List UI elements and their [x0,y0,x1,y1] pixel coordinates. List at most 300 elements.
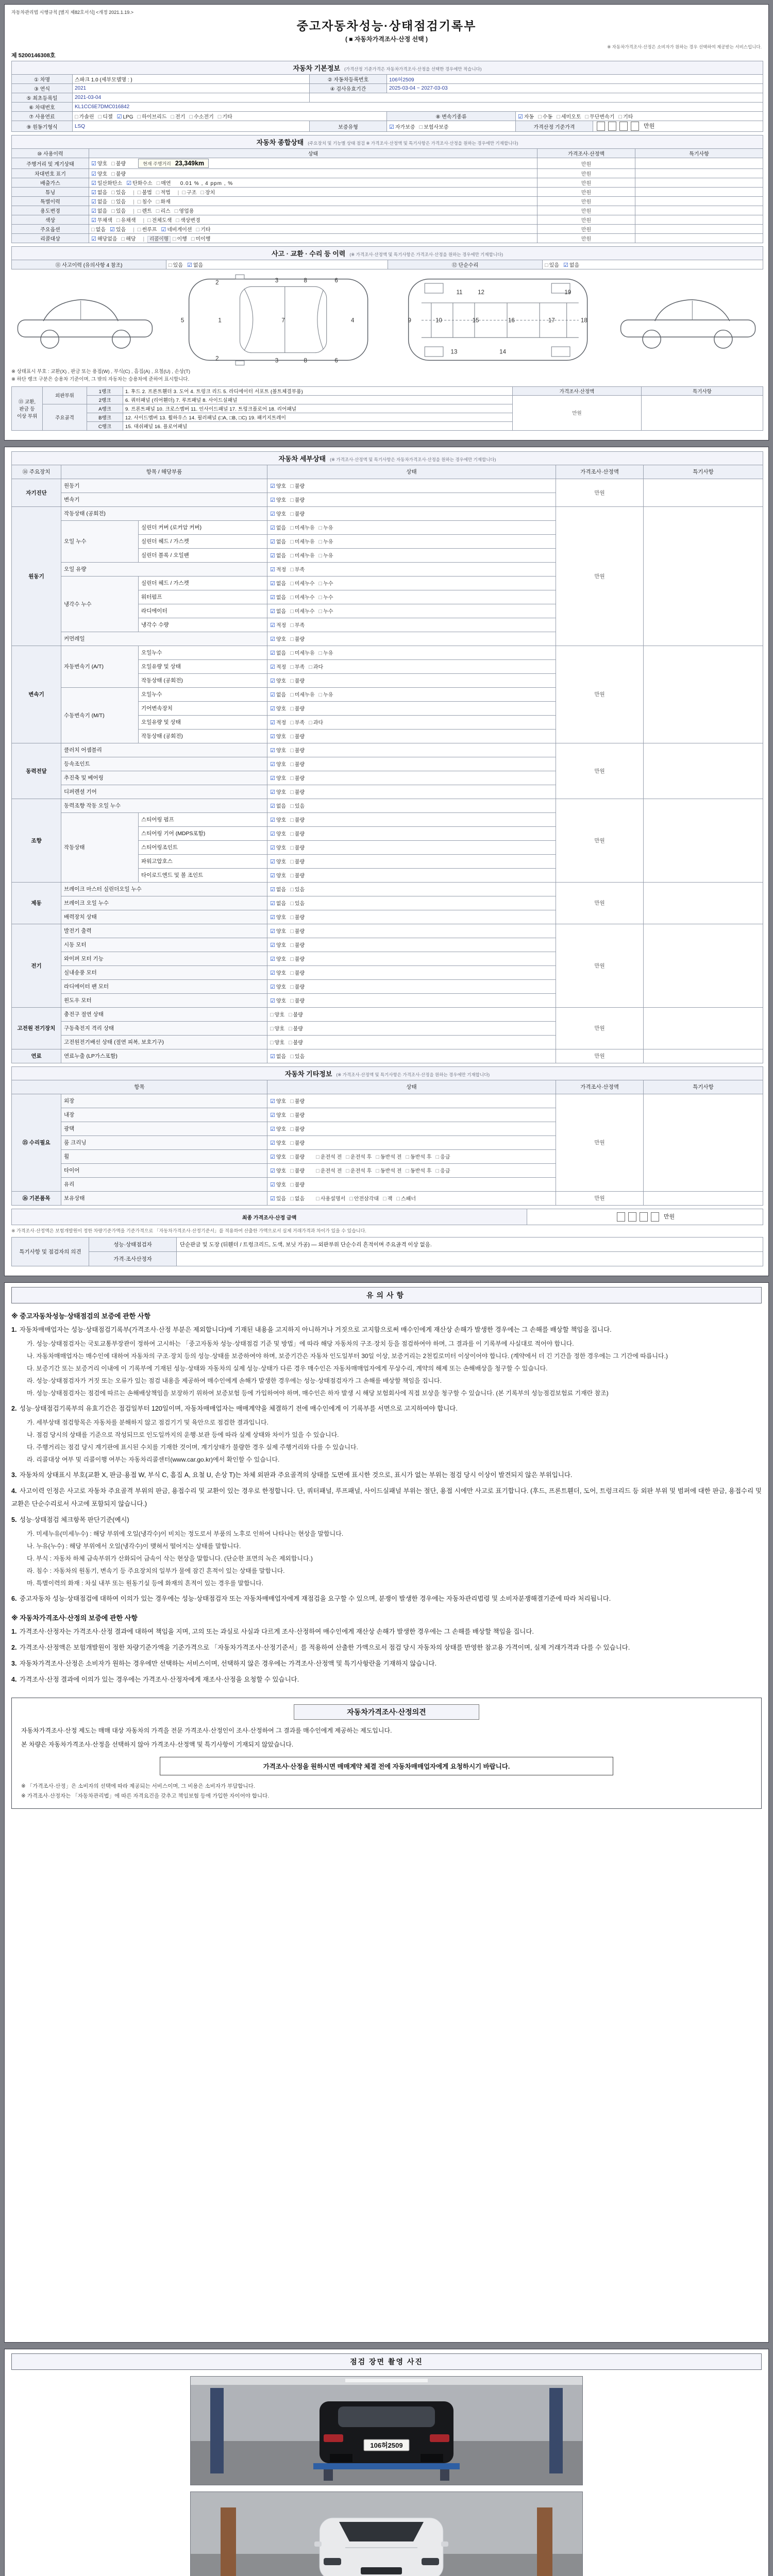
checkbox-있음: □ 있음 [290,901,305,907]
checkbox-미세누수: □ 미세누수 [290,595,315,601]
checkbox-양호: ☑ 양호 [270,1140,287,1147]
etc-col-item: 항목 [12,1080,267,1094]
transmission-label: ⑧ 변속기종류 [387,112,516,121]
subtitle-note: ※ 자동차가격조사·산정은 소비자가 원하는 경우 선택하여 제공받는 서비스입니다. [607,44,762,49]
diagram-part-number: 13 [450,349,458,356]
checkbox-사용설명서: □ 사용설명서 [316,1196,346,1202]
checkbox-불량: □ 불량 [288,1026,303,1032]
checkbox-있음: □ 있음 [111,208,126,215]
checkbox-미세누유: □ 미세누유 [290,650,315,657]
checkbox-양호: □ 양호 [270,1026,284,1032]
overall-row: 주행거리 및 계기상태 ☑ 양호 □ 불량 현재 주행거리 23,349km 만원 [12,158,763,169]
engine-type-label: ⑨ 원동기형식 [12,121,73,132]
detail-row: 작동상태 (공회전) ☑ 양호 □ 불량 [12,729,763,743]
detail-row: 추진축 및 베어링 ☑ 양호 □ 불량 [12,771,763,785]
checkbox-누유: □ 누유 [318,553,333,560]
checkbox-없음: ☑ 없음 [270,553,287,560]
checkbox-부족: □ 부족 [290,622,305,629]
checkbox-양호: ☑ 양호 [270,636,287,643]
warranty-label: 보증유형 [310,121,387,132]
checkbox-기타: □ 기타 [618,114,633,120]
detail-row: ⑮ 수리필요 외장 ☑ 양호 □ 불량 만원 [12,1094,763,1108]
checkbox-없음: ☑ 없음 [270,525,287,532]
checkbox-없음: □ 없음 [290,1196,305,1202]
basic-info-table [11,61,763,132]
checkbox-불법: □ 불법 [137,190,152,196]
checkbox-있음: ☑ 있음 [270,1196,287,1202]
warranty-options [387,121,516,132]
page-basic-info [4,4,769,440]
etc-col-price: 가격조사·산정액 [556,1080,644,1094]
rank-row: B랭크 12. 사이드멤버 13. 휠하우스 14. 필러패널 (□A, □B, □C) 19. 패키지트레이 [12,413,763,421]
checkbox-색상변경: □ 색상변경 [176,217,200,224]
diagram-part-number: 10 [435,318,442,325]
notice-item: 4. 사고이력 인정은 사고로 자동차 주요골격 부위의 판금, 용접수리 및 교환이 있는 경우로 한정합니다. 단, 쿼터패널, 루프패널, 사이드실패널 부위는 절단, 용접 시에만 사고로 표기합니다. (후드, 프론트휀더, 도어, 트렁크리드 등 외판 부위 및 범퍼에 대한 판금, 용접수리 및 교환은 단순수리로서 사고에 포함되지 않습니다.) [11,1487,762,1508]
overall-status-table [11,135,763,243]
checkbox-세미오토: □ 세미오토 [557,114,581,120]
checkbox-동반석 전: □ 동반석 전 [376,1154,402,1161]
notice-heading: ※ 중고자동차성능·상태점검의 보증에 관한 사항 [11,1312,151,1320]
checkbox-불량: □ 불량 [290,1098,305,1105]
checkbox-양호: ☑ 양호 [270,1154,287,1161]
checkbox-누유: □ 누유 [318,525,333,532]
price-digit-box [617,1212,625,1222]
accident-history-label: ⑪ 사고이력 (유의사항 4 참조) [12,260,166,269]
final-price-label: 최종 가격조사·산정 금액 [12,1209,527,1225]
inspector-opinion-table [11,1237,763,1266]
photos-title: 점검 장면 촬영 사진 [11,2353,762,2370]
checkbox-양호: ☑ 양호 [270,914,287,921]
checkbox-있음: ☑ 있음 [109,227,126,233]
checkbox-불량: □ 불량 [290,914,305,921]
checkbox-불량: □ 불량 [290,873,305,879]
checkbox-없음: ☑ 없음 [270,581,287,587]
checkbox-양호: ☑ 양호 [270,831,287,838]
detail-row: 실린더 블록 / 오일팬 ☑ 없음 □ 미세누유 □ 누유 [12,548,763,562]
checkbox-불량: □ 불량 [288,1012,303,1019]
etc-info-table [11,1066,763,1206]
checkbox-양호: ☑ 양호 [270,789,287,796]
checkbox-양호: ☑ 양호 [270,998,287,1005]
detail-row: 전기 발전기 출력 ☑ 양호 □ 불량 만원 [12,924,763,938]
checkbox-운전석 후: □ 운전석 후 [346,1154,372,1161]
checkbox-없음: ☑ 없음 [91,208,108,215]
notice-item: 5. 성능·상태점검 체크항목 판단기준(예시) [11,1516,129,1524]
diagram-part-number: 3 [275,358,279,364]
detail-row: 배력장치 상태 ☑ 양호 □ 불량 [12,910,763,924]
overall-row: 차대번호 표기 ☑ 양호 □ 불량 만원 [12,169,763,178]
valuation-footnotes [21,1782,752,1801]
checkbox-응급: □ 응급 [435,1154,450,1161]
opinion-row [12,1252,763,1266]
rank-section-label: ⑬ 교환, 판금 등 이상 부위 [12,386,43,430]
license-plate-text: 106허2509 [370,2442,403,2450]
checkbox-수동: □ 수동 [538,114,553,120]
car-top-view-diagram [174,273,380,367]
checkbox-미이행: □ 미이행 [191,236,211,243]
opinion-text: 단순판금 및 도장 (뒤휀더 / 트렁크리드, 도색, 보닛 가공) — 외판부위 단순수리 흔적이며 주요골격 이상 없음. [177,1238,763,1252]
overall-row: 색상 ☑ 무채색 □ 유채색 | □ 전체도색 □ 색상변경 만원 [12,215,763,225]
rank-table [11,386,763,431]
detail-status-table [11,451,763,1063]
diagram-part-number: 18 [580,318,587,325]
car-bottom-view-diagram [393,273,599,367]
checkbox-불량: □ 불량 [290,1154,305,1161]
detail-col-remark: 특기사항 [644,465,763,479]
price-digit-box [597,122,605,131]
detail-col-item: 항목 / 해당부품 [61,465,267,479]
checkbox-불량: □ 불량 [290,511,305,518]
detail-row: 스티어링조인트 ☑ 양호 □ 불량 [12,840,763,854]
detail-row: 원동기 작동상태 (공회전) ☑ 양호 □ 불량 만원 [12,506,763,520]
final-price-table [11,1209,763,1225]
checkbox-자동: ☑ 자동 [518,114,534,120]
detail-row: 기어변속장치 ☑ 양호 □ 불량 [12,701,763,715]
checkbox-불량: □ 불량 [290,859,305,866]
current-mileage: 현재 주행거리 23,349km [138,159,209,168]
checkbox-부족: □ 부족 [290,664,305,671]
notice-subitem: 나. 자동차매매업자는 매수인에 대하여 자동차의 구조·장치 등의 성능·상태를 보증하여야 하며, 보증기간은 자동차 인도일부터 30일 이상, 보증거리는 2천킬로미터 이상이어야 합니다. (계약에서 더 긴 기간을 정한 경우에는 그 기간에 따릅니다.) [27,1352,668,1360]
notice-subitem: 라. 성능·상태점검자가 거짓 또는 오류가 있는 점검 내용을 제공하여 매수인에게 손해가 발생한 경우에는 성능·상태점검자가 그 손해를 배상할 책임을 집니다. [27,1377,442,1385]
checkbox-보험사보증: □ 보험사보증 [419,124,449,130]
checkbox-전체도색: □ 전체도색 [147,217,172,224]
checkbox-불량: □ 불량 [290,497,305,504]
checkbox-불량: □ 불량 [290,998,305,1005]
detail-row: 고전원 전기장치 충전구 절연 상태 □ 양호 □ 불량 만원 [12,1007,763,1021]
checkbox-없음: ☑ 없음 [187,262,204,269]
checkbox-양호: ☑ 양호 [270,859,287,866]
detail-row: ⑯ 기본품목 보유상태 ☑ 있음 □ 없음 □ 사용설명서 □ 안전삼각대 □ 잭 □ 스패너 만원 [12,1191,763,1205]
detail-row: 구동축전지 격리 상태 □ 양호 □ 불량 [12,1021,763,1035]
checkbox-미세누수: □ 미세누수 [290,581,315,587]
checkbox-불량: □ 불량 [290,928,305,935]
checkbox-기타: □ 기타 [196,227,211,233]
checkbox-양호: ☑ 양호 [270,1098,287,1105]
notice-subitem: 다. 주행거리는 점검 당시 계기판에 표시된 수치를 기재한 것이며, 계기상태가 불량한 경우 실제 주행거리와 다를 수 있습니다. [27,1444,358,1451]
checkbox-없음: ☑ 없음 [270,803,287,810]
basic-section-title: 자동차 기본정보 (가격산정 기준가격은 자동차가격조사·산정을 선택한 경우에만 적습니다) [12,61,763,75]
legend-line-1: ※ 상태표시 부호 : 교환(X) , 판금 또는 용접(W) , 부식(C) , 흠집(A) , 요철(U) , 손상(T) [11,369,191,375]
checkbox-양호: ☑ 양호 [270,1112,287,1119]
notice-subitem: 마. 성능·상태점검자는 점검에 따르는 손해배상책임을 보장하기 위하여 보증보험 등에 가입하여야 하며, 매수인은 하자 발생 시 해당 보험회사에 직접 보상을 청구할 수 있습니다. (본 기록부의 성능점검보험료 기재란 참조) [27,1389,609,1397]
checkbox-있음: □ 있음 [169,262,183,269]
notice-subitem: 마. 특별이력의 화재 : 차실 내부 또는 원동기실 등에 화재의 흔적이 있는 경우를 말합니다. [27,1580,264,1587]
checkbox-양호: ☑ 양호 [270,706,287,713]
checkbox-양호: ☑ 양호 [270,761,287,768]
checkbox-양호: ☑ 양호 [270,845,287,852]
diagram-part-number: 19 [564,290,571,296]
checkbox-불량: □ 불량 [290,1168,305,1175]
detail-row: 내장 ☑ 양호 □ 불량 [12,1108,763,1122]
rank-row: C랭크 15. 대쉬패널 16. 플로어패널 [12,421,763,430]
detail-row: 브레이크 오일 누수 ☑ 없음 □ 있음 [12,896,763,910]
valuation-paragraph: 자동차가격조사·산정 제도는 매매 대상 자동차의 가격을 전문 가격조사·산정인이 조사·산정하여 그 결과를 매수인에게 제공하는 제도입니다. [21,1727,392,1735]
notice-subitem: 라. 리콜대상 여부 및 리콜이행 여부는 자동차리콜센터(www.car.go.kr)에서 확인할 수 있습니다. [27,1456,280,1464]
detail-row: 제동 브레이크 마스터 실린더오일 누수 ☑ 없음 □ 있음 만원 [12,882,763,896]
checkbox-과다: □ 과다 [309,720,324,726]
detail-col-status: 상태 [267,465,556,479]
simple-repair-label: ⑫ 단순수리 [388,260,543,269]
valuation-paragraphs [21,1725,752,1751]
detail-row: 광택 ☑ 양호 □ 불량 [12,1122,763,1136]
notice-item: 6. 중고자동차 성능·상태점검에 대하여 이의가 있는 경우에는 성능·상태점검자 또는 자동차매매업자에게 재점검을 요구할 수 있으며, 분쟁이 발생한 경우에는 자동차관리법령 및 소비자분쟁해결기준에 따라 처리됩니다. [11,1595,611,1603]
checkbox-하이브리드: □ 하이브리드 [137,114,167,120]
checkbox-불량: □ 불량 [290,1140,305,1147]
detail-row: 룸 크리닝 ☑ 양호 □ 불량 [12,1136,763,1149]
checkbox-없음: ☑ 없음 [270,1054,287,1060]
detail-row: 유리 ☑ 양호 □ 불량 [12,1177,763,1191]
checkbox-운전석 전: □ 운전석 전 [316,1168,342,1175]
checkbox-불량: □ 불량 [290,636,305,643]
notice-subitem: 나. 누유(누수) : 해당 부위에서 오일(냉각수)이 맺혀서 떨어지는 상태를 말합니다. [27,1543,241,1550]
fuel-label: ⑦ 사용연료 [12,112,73,121]
overall-col-header: 특기사항 [635,149,763,158]
checkbox-있음: □ 있음 [111,199,126,206]
checkbox-불량: □ 불량 [290,956,305,963]
checkbox-없음: ☑ 없음 [270,901,287,907]
checkbox-적정: ☑ 적정 [270,720,287,726]
valuation-paragraph: 본 차량은 자동차가격조사·산정을 선택하지 않아 가격조사·산정액 및 특기사항이 기재되지 않았습니다. [21,1741,294,1749]
checkbox-누유: □ 누유 [318,692,333,699]
diagram-part-number: 6 [334,278,339,284]
checkbox-동반석 후: □ 동반석 후 [406,1154,432,1161]
checkbox-양호: ☑ 양호 [270,734,287,740]
diagram-part-number: 11 [456,290,463,296]
checkbox-동반석 후: □ 동반석 후 [406,1168,432,1175]
checkbox-잭: □ 잭 [383,1196,393,1202]
year-label: ③ 연식 [12,84,73,93]
engine-type-value: LSQ [73,121,310,132]
car-side-right-diagram [612,276,762,364]
legend-line-2: ※ 하단 랭크 구분은 승용차 기준이며, 그 밖의 자동차는 승용차에 준하여 표시합니다. [11,376,190,382]
overall-section-title: 자동차 종합상태 (주요장치 및 기능별 상태 점검 ※ 가격조사·산정액 및 특기사항은 가격조사·산정을 원하는 경우에만 기재합니다) [12,135,763,149]
overall-col-header: 상태 [89,149,537,158]
checkbox-불량: □ 불량 [290,761,305,768]
checkbox-누유: □ 누유 [318,650,333,657]
vin-label: ⑥ 차대번호 [12,103,73,112]
detail-row: 동력전달 클러치 어셈블리 ☑ 양호 □ 불량 만원 [12,743,763,757]
checkbox-스패너: □ 스패너 [396,1196,416,1202]
checkbox-부족: □ 부족 [290,720,305,726]
basic-empty-cell [310,93,763,103]
detail-row: 오일 누수 실린더 커버 (로커암 커버) ☑ 없음 □ 미세누유 □ 누유 [12,520,763,534]
checkbox-양호: ☑ 양호 [270,775,287,782]
checkbox-없음: ☑ 없음 [270,692,287,699]
page-photos-signature [4,2349,769,2576]
notice-item: 1. 가격조사·산정자는 가격조사·산정 결과에 대하여 책임을 지며, 고의 또는 과실로 사실과 다르게 조사·산정하여 매수인에게 재산상 손해가 발생한 경우에는 그 손해를 배상할 책임을 집니다. [11,1628,534,1636]
checkbox-없음: ☑ 없음 [270,539,287,546]
page-notices [4,1282,769,2343]
checkbox-없음: ☑ 없음 [270,887,287,893]
checkbox-부족: □ 부족 [290,567,305,573]
overall-header-row [12,149,763,158]
valuation-footnote: ※ 가격조사·산정자는 「자동차관리법」에 따른 자격요건을 갖추고 책임보험 등에 가입한 자이어야 합니다. [21,1792,270,1799]
checkbox-양호: ☑ 양호 [270,970,287,977]
notice-item: 3. 자동차가격조사·산정은 소비자가 원하는 경우에만 선택하는 서비스이며, 선택하지 않은 경우에는 가격조사·산정액 및 특기사항란을 기재하지 않습니다. [11,1660,436,1668]
rank-row: ⑬ 교환, 판금 등 이상 부위 외판부위 1랭크 1. 후드 2. 프론트휀더 3. 도어 4. 트렁크 리드 5. 라디에이터 서포트 (볼트체결부품) 가격조사·산정액 특기사항 [12,386,763,395]
checkbox-불량: □ 불량 [290,734,305,740]
checkbox-리스: □ 리스 [156,208,171,215]
checkbox-양호: ☑ 양호 [270,873,287,879]
checkbox-불량: □ 불량 [290,1112,305,1119]
checkbox-화재: □ 화재 [156,199,171,206]
checkbox-자가보증: ☑ 자가보증 [389,124,415,130]
detail-row: 오일유량 및 상태 ☑ 적정 □ 부족 □ 과다 [12,715,763,729]
checkbox-적정: ☑ 적정 [270,664,287,671]
detail-row: 실린더 헤드 / 가스켓 ☑ 없음 □ 미세누유 □ 누유 [12,534,763,548]
detail-row: 파워고압호스 ☑ 양호 □ 불량 [12,854,763,868]
car-damage-diagrams [11,273,762,367]
checkbox-양호: ☑ 양호 [270,1126,287,1133]
checkbox-누수: □ 누수 [318,581,333,587]
checkbox-탄화수소: ☑ 탄화수소 [126,180,153,187]
detail-row: 디퍼렌셜 기어 ☑ 양호 □ 불량 [12,785,763,799]
accident-history-table [11,246,763,269]
checkbox-불량: □ 불량 [290,970,305,977]
car-name-value: 스파크 1.0 (세부모델명 : ) [73,75,310,84]
fuel-options [73,112,387,121]
checkbox-네비게이션: ☑ 네비게이션 [161,227,192,233]
overall-row: 주요옵션 □ 없음 ☑ 있음 | □ 썬루프 ☑ 네비게이션 □ 기타 만원 [12,225,763,234]
transmission-options [516,112,763,121]
checkbox-운전석 전: □ 운전석 전 [316,1154,342,1161]
detail-section-title: 자동차 세부상태 (※ 가격조사·산정액 및 특기사항은 자동차가격조사·산정을 원하는 경우에만 기재합니다) [12,451,763,465]
valuation-footnote: ※ 「가격조사·산정」은 소비자의 선택에 따라 제공되는 서비스이며, 그 비용은 소비자가 부담합니다. [21,1783,255,1789]
diagram-part-number: 2 [215,355,219,362]
checkbox-양호: ☑ 양호 [270,511,287,518]
checkbox-누유: □ 누유 [318,539,333,546]
inspection-photo-front [190,2492,583,2576]
diagram-part-number: 17 [548,318,555,325]
year-value: 2021 [73,84,310,93]
detail-row: 냉각수 누수 실린더 헤드 / 가스켓 ☑ 없음 □ 미세누수 □ 누수 [12,576,763,590]
detail-row: 윈도우 모터 ☑ 양호 □ 불량 [12,993,763,1007]
overall-col-header: ⑩ 사용이력 [12,149,89,158]
detail-row: 커먼레일 ☑ 양호 □ 불량 [12,632,763,646]
rank-row: 2랭크 6. 쿼터패널 (리어휀더) 7. 루프패널 8. 사이드실패널 만원 [12,395,763,404]
checkbox-있음: □ 있음 [111,190,126,196]
detail-row: 자기진단 원동기 ☑ 양호 □ 불량 만원 [12,479,763,493]
checkbox-해당: □ 해당 [121,236,136,243]
reg-no-value: 106허2509 [387,75,763,84]
detail-row: 타이로드엔드 및 볼 조인트 ☑ 양호 □ 불량 [12,868,763,882]
checkbox-침수: □ 침수 [137,199,152,206]
diagram-part-number: 8 [304,278,308,284]
detail-row: 작동상태 (공회전) ☑ 양호 □ 불량 [12,673,763,687]
checkbox-양호: ☑ 양호 [270,956,287,963]
final-price-value: 만원 [527,1209,763,1225]
opinion-row [12,1238,763,1252]
checkbox-불량: □ 불량 [290,483,305,490]
checkbox-불량: □ 불량 [288,1040,303,1046]
price-digit-box [640,1212,648,1222]
checkbox-있음: □ 있음 [290,803,305,810]
checkbox-불량: □ 불량 [290,775,305,782]
diagram-part-number: 7 [281,318,285,325]
overall-row: 튜닝 ☑ 없음 □ 있음 | □ 불법 □ 적법 | □ 구조 □ 장치 만원 [12,188,763,197]
checkbox-없음: ☑ 없음 [563,262,580,269]
notice-subitem: 다. 부식 : 자동차 하체 금속부위가 산화되어 금속이 삭는 현상을 말합니다. (단순한 표면의 녹은 제외합니다.) [27,1555,313,1563]
checkbox-과다: □ 과다 [309,664,324,671]
checkbox-양호: □ 양호 [270,1012,284,1019]
checkbox-없음: ☑ 없음 [91,199,108,206]
detail-row: 와이퍼 모터 기능 ☑ 양호 □ 불량 [12,952,763,965]
checkbox-양호: ☑ 양호 [270,942,287,949]
checkbox-양호: ☑ 양호 [270,928,287,935]
checkbox-있음: □ 있음 [290,887,305,893]
checkbox-있음: □ 있음 [290,1054,305,1060]
checkbox-매연: □ 매연 [156,180,171,187]
diagram-part-number: 4 [351,318,355,325]
checkbox-렌트: □ 렌트 [137,208,152,215]
checkbox-양호: ☑ 양호 [270,1168,287,1175]
notices-content [11,1311,762,1686]
first-reg-label: ⑤ 최초등록일 [12,93,73,103]
checkbox-썬루프: □ 썬루프 [137,227,157,233]
diagram-part-number: 16 [508,318,515,325]
checkbox-무채색: ☑ 무채색 [91,217,112,224]
valuation-title: 자동차가격조사·산정의견 [294,1704,479,1720]
checkbox-양호: ☑ 양호 [270,984,287,991]
diagram-part-number: 8 [304,358,308,364]
checkbox-미세누유: □ 미세누유 [290,539,315,546]
etc-section-title: 자동차 기타정보 (※ 가격조사·산정액 및 특기사항은 가격조사·산정을 원하는 경우에만 기재합니다) [12,1066,763,1080]
first-reg-value: 2021-03-04 [73,93,310,103]
notice-subitem: 나. 점검 당시의 상태를 기준으로 작성되므로 인도일까지의 운행·보관 등에 따라 실제 상태와 차이가 있을 수 있습니다. [27,1431,339,1439]
diagram-part-number: 5 [181,318,184,325]
checkbox-불량: □ 불량 [290,831,305,838]
vin-value: KL1CC6E7DMC016842 [73,103,763,112]
document-number: 제 5200146308호 [11,53,56,59]
inspection-value: 2025-03-04 ~ 2027-03-03 [387,84,763,93]
checkbox-없음: ☑ 없음 [270,608,287,615]
diagram-part-number: 12 [477,290,484,296]
checkbox-양호: ☑ 양호 [270,748,287,754]
checkbox-양호: □ 양호 [270,1040,284,1046]
checkbox-누수: □ 누수 [318,595,333,601]
checkbox-양호: ☑ 양호 [270,497,287,504]
detail-col-price: 가격조사·산정액 [556,465,644,479]
notice-heading: ※ 자동차가격조사·산정의 보증에 관한 사항 [11,1614,138,1622]
overall-col-header: 가격조사·산정액 [537,149,635,158]
etc-col-remark: 특기사항 [644,1080,763,1094]
detail-row: 변속기 ☑ 양호 □ 불량 [12,493,763,506]
document-title: 중고자동차성능·상태점검기록부 [296,19,477,32]
accident-history-options [166,260,388,269]
checkbox-이행: □ 이행 [172,236,187,243]
valuation-highlight: 가격조사·산정을 원하시면 매매계약 체결 전에 자동차매매업자에게 요청하시기 바랍니다. [160,1757,613,1775]
checkbox-불량: □ 불량 [111,161,126,167]
overall-row: 용도변경 ☑ 없음 □ 있음 | □ 렌트 □ 리스 □ 영업용 만원 [12,206,763,215]
price-digit-box [651,1212,659,1222]
checkbox-양호: ☑ 양호 [91,161,108,167]
checkbox-없음: ☑ 없음 [270,650,287,657]
price-digit-box [608,122,616,131]
notice-subitem: 가. 미세누유(미세누수) : 해당 부위에 오일(냉각수)이 비치는 정도로서 부품의 노후로 인하여 나타나는 현상을 말합니다. [27,1530,344,1538]
price-digit-box [619,122,628,131]
detail-row: 수동변속기 (M/T) 오일누수 ☑ 없음 □ 미세누유 □ 누유 [12,687,763,701]
checkbox-구조: □ 구조 [182,190,197,196]
detail-row: 작동상태 스티어링 펌프 ☑ 양호 □ 불량 [12,812,763,826]
checkbox-불량: □ 불량 [290,1182,305,1189]
detail-row: 조향 동력조향 작동 오일 누수 ☑ 없음 □ 있음 만원 [12,799,763,812]
checkbox-불량: □ 불량 [290,678,305,685]
checkbox-불량: □ 불량 [290,817,305,824]
detail-row: 오일 유량 ☑ 적정 □ 부족 [12,562,763,576]
checkbox-유채색: □ 유채색 [116,217,136,224]
checkbox-적정: ☑ 적정 [270,622,287,629]
price-digit-box [628,1212,636,1222]
